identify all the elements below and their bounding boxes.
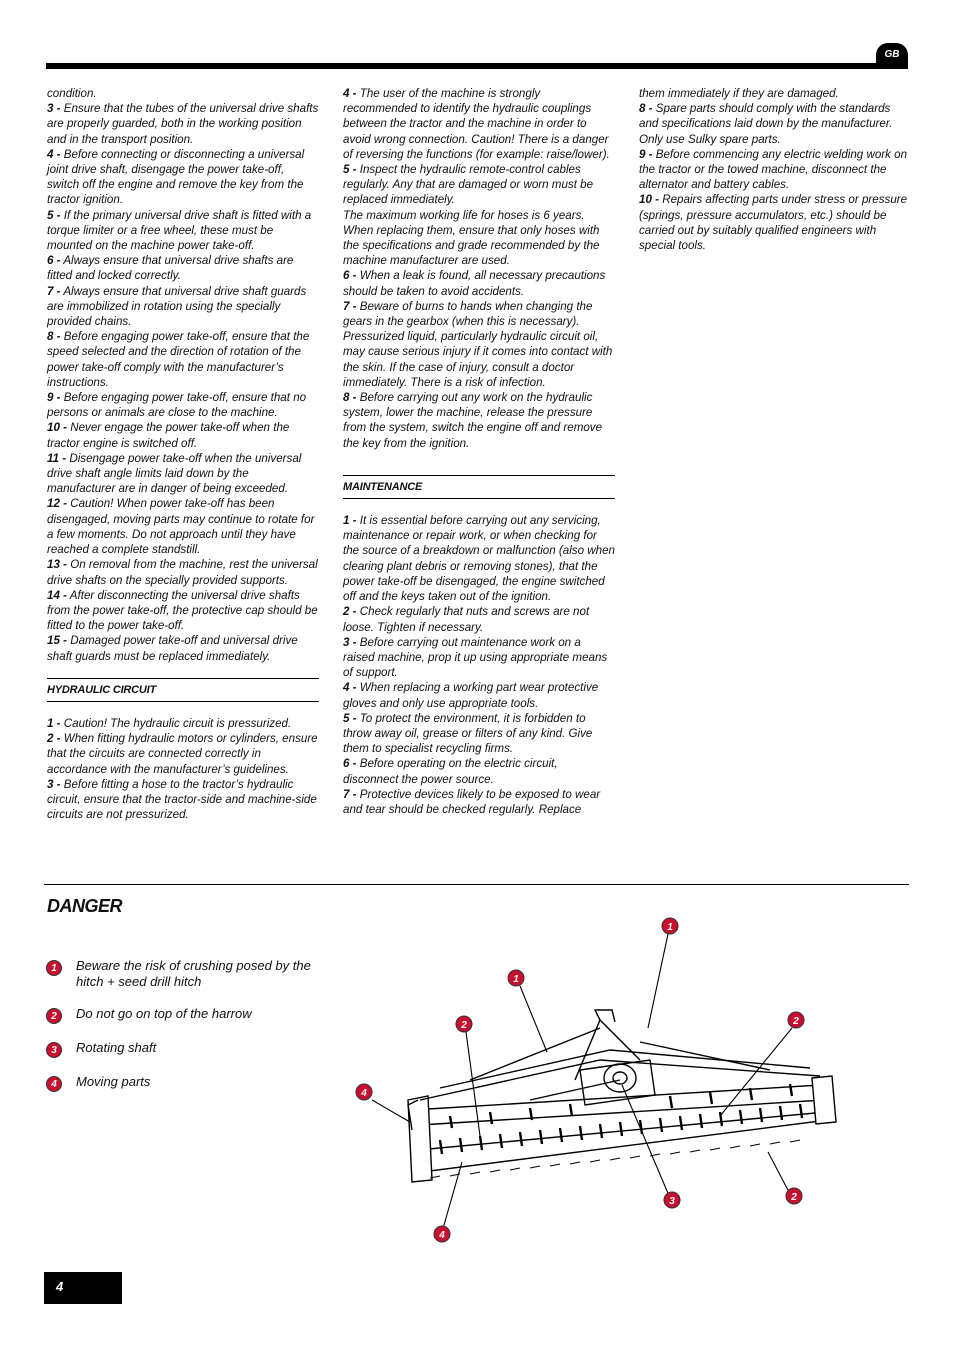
column-2 [343, 86, 615, 817]
item-text: Caution! The hydraulic circuit is pressurized. [60, 716, 292, 730]
item-text: Protective devices likely to be exposed to wear and tear should be checked regularly. Replace [343, 787, 601, 816]
list-item [639, 101, 911, 147]
hydraulic-list-continued [343, 86, 615, 451]
item-text: The user of the machine is strongly recommended to identify the hydraulic couplings between the tractor and the machine in order to avoid wrong connection. Caution! There is a danger of reversing the functions (for example: raise/lower). [343, 87, 610, 161]
language-tab: GB [876, 43, 908, 67]
maintenance-list [343, 513, 615, 817]
list-item [47, 731, 319, 777]
section-heading-maintenance: MAINTENANCE [343, 475, 615, 499]
item-number: 10 - [47, 421, 67, 435]
item-text: On removal from the machine, rest the universal drive shafts on the specially provided supports. [47, 558, 318, 587]
list-item [47, 777, 319, 823]
svg-text:4: 4 [439, 1230, 445, 1241]
item-number: 10 - [639, 193, 659, 207]
item-text: Before commencing any electric welding work on the tractor or the towed machine, disconnect the alternator and battery cables. [639, 147, 908, 192]
number-badge: 3 [46, 1042, 62, 1058]
item-text: When a leak is found, all necessary precautions should be taken to avoid accidents. [343, 269, 606, 298]
legend-label: Moving parts [76, 1074, 151, 1089]
item-number: 7 - [47, 284, 61, 298]
item-text: Before operating on the electric circuit, disconnect the power source. [343, 757, 558, 786]
item-text: It is essential before carrying out any servicing, maintenance or repair work, or when checking for the source of a breakdown or malfunction (also when clearing plant debris or removing stones), that the power take-off be disengaged, the engine switched off and the keys taken out of the ignition. [343, 514, 615, 604]
ptо-safety-list [47, 86, 319, 664]
list-item [47, 496, 319, 557]
legend-label: Rotating shaft [76, 1040, 157, 1055]
item-number: 6 - [343, 757, 357, 771]
item-text: Always ensure that universal drive shafts are fitted and locked correctly. [47, 254, 294, 283]
item-number: 12 - [47, 497, 67, 511]
item-number: 3 - [47, 777, 61, 791]
item-number: 13 - [47, 558, 67, 572]
number-badge: 1 [46, 960, 62, 976]
list-item [47, 147, 319, 208]
list-item [47, 208, 319, 254]
section-divider [44, 884, 909, 885]
list-item [343, 635, 615, 681]
item-number: 3 - [343, 635, 357, 649]
list-item [47, 253, 319, 283]
item-number: 4 - [343, 681, 357, 695]
list-item [47, 390, 319, 420]
legend-label: Do not go on top of the harrow [76, 1006, 252, 1021]
item-text: Ensure that the tubes of the universal drive shafts are properly guarded, both in the working position and in the transport position. [47, 102, 319, 146]
number-badge: 4 [46, 1076, 62, 1092]
list-item [47, 101, 319, 147]
svg-text:4: 4 [361, 1088, 367, 1099]
legend-item [46, 1040, 316, 1058]
item-text: When fitting hydraulic motors or cylinders, ensure that the circuits are connected correctly in accordance with the manufacturer’s guidelines. [47, 732, 318, 776]
list-item [639, 86, 911, 101]
power-harrow-illustration [350, 910, 840, 1250]
legend-item [46, 1006, 316, 1024]
item-number: 7 - [343, 787, 357, 801]
list-item [47, 329, 319, 390]
item-text: Before carrying out any work on the hydraulic system, lower the machine, release the pressure from the system, switch the engine off and remove the key from the ignition. [343, 391, 603, 450]
item-number: 14 - [47, 588, 67, 602]
danger-legend [46, 958, 316, 1108]
list-item [343, 208, 615, 269]
item-text: condition. [47, 87, 97, 100]
item-text: The maximum working life for hoses is 6 years. When replacing them, ensure that only hoses with the specifications and grade recommended by the machine manufacturer are used. [343, 208, 600, 268]
item-text: Disengage power take-off when the universal drive shaft angle limits laid down by the manufacturer are in danger of being exceeded. [47, 451, 302, 496]
list-item [343, 680, 615, 710]
svg-text:1: 1 [513, 974, 519, 985]
list-item [343, 390, 615, 451]
item-number: 1 - [47, 716, 61, 730]
item-text: Repairs affecting parts under stress or pressure (springs, pressure accumulators, etc.) should be carried out by suitably qualified engineers with special tools. [639, 193, 908, 253]
item-number: 1 - [343, 514, 357, 528]
list-item [343, 513, 615, 604]
item-number: 4 - [47, 147, 61, 161]
item-text: Caution! When power take-off has been disengaged, moving parts may continue to rotate for a few moments. Do not approach until they have reached a complete standstill. [47, 497, 315, 557]
number-badge: 2 [46, 1008, 62, 1024]
svg-text:2: 2 [461, 1020, 467, 1031]
svg-text:2: 2 [793, 1016, 799, 1027]
list-item [343, 299, 615, 390]
item-text: them immediately if they are damaged. [639, 87, 839, 100]
hydraulic-list [47, 716, 319, 822]
list-item [343, 711, 615, 757]
item-number: 9 - [639, 147, 653, 161]
item-number: 2 - [343, 605, 357, 619]
item-number: 15 - [47, 634, 67, 648]
list-item [47, 420, 319, 450]
list-item [47, 588, 319, 634]
svg-text:1: 1 [667, 922, 673, 933]
list-item [343, 787, 615, 817]
item-text: Never engage the power take-off when the tractor engine is switched off. [47, 421, 290, 450]
item-number: 4 - [343, 87, 357, 100]
item-number: 5 - [47, 208, 61, 222]
item-number: 2 - [47, 732, 61, 746]
item-text: Check regularly that nuts and screws are not loose. Tighten if necessary. [343, 605, 590, 634]
item-text: After disconnecting the universal drive shafts from the power take-off, the protective cap should be fitted to the power take-off. [47, 588, 318, 633]
list-item [47, 451, 319, 497]
item-number: 8 - [343, 391, 357, 405]
danger-title: DANGER [47, 896, 123, 916]
legend-item [46, 958, 316, 990]
item-text: Before fitting a hose to the tractor’s hydraulic circuit, ensure that the tractor-side and machine-side circuits are not pressurized. [47, 777, 317, 822]
list-item [47, 633, 319, 663]
list-item [343, 604, 615, 634]
item-number: 9 - [47, 391, 61, 405]
header-rule [46, 63, 908, 69]
item-number: 8 - [639, 102, 653, 116]
item-number: 5 - [343, 711, 357, 725]
item-text: To protect the environment, it is forbidden to throw away oil, grease or filters of any kind. Give them to specialist recycling firms. [343, 711, 593, 756]
list-item [47, 716, 319, 731]
item-number: 11 - [47, 451, 67, 465]
list-item [639, 147, 911, 193]
item-text: Inspect the hydraulic remote-control cables regularly. Any that are damaged or worn must be replaced immediately. [343, 163, 594, 207]
item-number: 7 - [343, 299, 357, 313]
list-item [343, 756, 615, 786]
list-item [639, 192, 911, 253]
legend-item [46, 1074, 316, 1092]
item-text: Before connecting or disconnecting a universal joint drive shaft, disengage the power take-off, switch off the engine and remove the key from the tractor ignition. [47, 147, 305, 207]
item-number: 6 - [47, 254, 61, 268]
item-text: Before engaging power take-off, ensure that the speed selected and the direction of rotation of the power take-off comply with the manufacturer’s instructions. [47, 330, 310, 389]
item-number: 6 - [343, 269, 357, 283]
list-item [47, 86, 319, 101]
item-text: If the primary universal drive shaft is fitted with a torque limiter or a free wheel, these must be mounted on the machine power take-off. [47, 208, 312, 253]
column-1 [47, 86, 319, 822]
list-item [343, 162, 615, 208]
item-text: Before engaging power take-off, ensure that no persons or animals are close to the machine. [47, 391, 307, 420]
column-3 [639, 86, 911, 253]
svg-text:3: 3 [669, 1196, 675, 1207]
item-number: 5 - [343, 163, 357, 177]
item-number: 8 - [47, 330, 61, 344]
item-text: When replacing a working part wear protective gloves and only use appropriate tools. [343, 681, 599, 710]
item-text: Always ensure that universal drive shaft guards are immobilized in rotation using the specially provided chains. [47, 284, 307, 329]
section-heading-hydraulic: HYDRAULIC CIRCUIT [47, 678, 319, 702]
list-item [47, 557, 319, 587]
list-item [343, 268, 615, 298]
list-item [47, 284, 319, 330]
legend-label: Beware the risk of crushing posed by the hitch + seed drill hitch [76, 958, 311, 989]
list-item [343, 86, 615, 162]
page-number: 4 [44, 1272, 122, 1304]
item-text: Beware of burns to hands when changing the gears in the gearbox (when this is necessary). Pressurized liquid, particularly hydraulic circuit oil, may cause serious injury if it comes into contact with the skin. If the case of injury, consult a doctor immediately. There is a risk of infection. [343, 299, 613, 389]
item-number: 3 - [47, 102, 61, 116]
item-text: Before carrying out maintenance work on a raised machine, prop it up using appropriate means of support. [343, 635, 608, 680]
maintenance-list-continued [639, 86, 911, 253]
item-text: Damaged power take-off and universal drive shaft guards must be replaced immediately. [47, 634, 298, 663]
svg-text:2: 2 [791, 1192, 797, 1203]
item-text: Spare parts should comply with the standards and specifications laid down by the manufacturer. Only use Sulky spare parts. [639, 102, 893, 146]
